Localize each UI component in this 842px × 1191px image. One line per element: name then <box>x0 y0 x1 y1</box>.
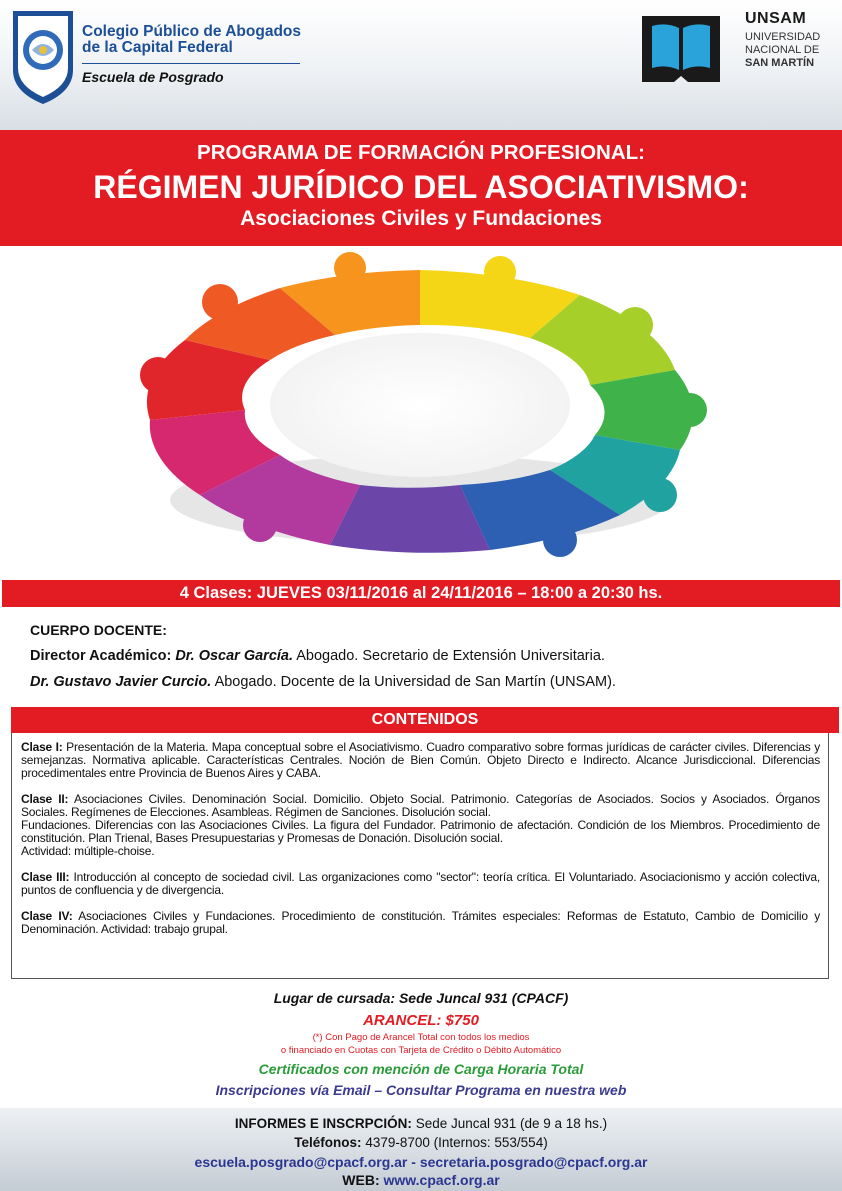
director-role: Director Académico: <box>30 648 172 664</box>
puzzle-ring-image <box>120 250 720 580</box>
faculty-director <box>30 648 820 664</box>
certificados: Certificados con mención de Carga Horaria Total <box>258 1061 584 1077</box>
clase-1-label: Clase I: <box>21 740 63 754</box>
clase-3-label: Clase III: <box>21 870 70 884</box>
title-band <box>0 130 842 246</box>
cpacf-shield-logo <box>10 8 76 106</box>
informes <box>0 1116 842 1131</box>
second-name: Dr. Gustavo Javier Curcio. <box>30 674 212 690</box>
informes-label: INFORMES E INSCRPCIÓN: <box>234 1116 412 1131</box>
lugar-cursada: Lugar de cursada: Sede Juncal 931 (CPACF) <box>273 990 569 1006</box>
arancel-note-2: o financiado en Cuotas con Tarjeta de Crédito o Débito Automático <box>280 1045 562 1056</box>
clase-2-text2: Fundaciones. Diferencias con las Asociaciones Civiles. La figura del Fundador. Patrimonio de afectación. Condición de los Miembros. Procedimiento de constitución. Plan Trienal, Bases Presupuestarias y Promesas de Donación. Disolución social. <box>21 818 820 845</box>
unsam-name <box>745 10 820 70</box>
header <box>0 0 842 130</box>
telefonos-label: Teléfonos: <box>294 1135 362 1150</box>
arancel-note-1: (*) Con Pago de Arancel Total con todos los medios <box>312 1032 530 1043</box>
unsam-line1: UNIVERSIDAD <box>745 31 821 43</box>
cpacf-name-line2: de la Capital Federal <box>82 39 233 56</box>
inscripciones: Inscripciones vía Email – Consultar Programa en nuestra web <box>215 1082 627 1098</box>
contents-heading: CONTENIDOS <box>11 707 839 733</box>
web-label: WEB: <box>342 1172 380 1188</box>
subtitle: Asociaciones Civiles y Fundaciones <box>240 207 602 230</box>
telefonos-value: 4379-8700 (Internos: 553/554) <box>365 1135 548 1150</box>
clase-4-label: Clase IV: <box>21 909 73 923</box>
faculty-section <box>30 622 820 690</box>
email-links[interactable]: escuela.posgrado@cpacf.org.ar - secretaria.posgrado@cpacf.org.ar <box>194 1154 648 1170</box>
web <box>0 1172 842 1188</box>
contact-band <box>0 1108 842 1191</box>
cpacf-divider <box>82 63 300 64</box>
clase-1 <box>21 741 820 780</box>
cpacf-name <box>82 24 301 56</box>
unsam-acronym: UNSAM <box>745 10 807 27</box>
unsam-line2: NACIONAL DE <box>745 44 820 56</box>
informes-value: Sede Juncal 931 (de 9 a 18 hs.) <box>415 1116 608 1131</box>
cpacf-name-line1: Colegio Público de Abogados <box>82 23 302 40</box>
clase-4-text: Asociaciones Civiles y Fundaciones. Procedimiento de constitución. Trámites especiales: Reformas de Estatuto, Cambio de Domicilio y Denominación. Actividad: trabajo grupal. <box>21 909 820 936</box>
clase-2 <box>21 793 820 858</box>
contents-box <box>11 733 829 979</box>
second-desc: Abogado. Docente de la Universidad de San Martín (UNSAM). <box>214 674 616 690</box>
schedule-band: 4 Clases: JUEVES 03/11/2016 al 24/11/2016 – 18:00 a 20:30 hs. <box>2 580 840 607</box>
unsam-line3: SAN MARTÍN <box>745 57 815 69</box>
program-title: PROGRAMA DE FORMACIÓN PROFESIONAL: <box>197 141 645 164</box>
director-desc: Abogado. Secretario de Extensión Universitaria. <box>296 648 605 664</box>
director-name: Dr. Oscar García. <box>175 648 294 664</box>
faculty-second <box>30 674 820 690</box>
arancel: ARANCEL: $750 <box>363 1012 479 1029</box>
clase-2-text: Asociaciones Civiles. Denominación Social. Domicilio. Objeto Social. Patrimonio. Categorías de Asociados. Socios y Asociados. Órganos Sociales. Regímenes de Elecciones. Asambleas. Régimen de Sanciones. Disolución social. <box>21 792 820 819</box>
clase-3-text: Introducción al concepto de sociedad civil. Las organizaciones como "sector": teoría crítica. El Voluntariado. Asociacionismo y acción colectiva, puntos de confluencia y de divergencia. <box>21 870 821 897</box>
clase-1-text: Presentación de la Materia. Mapa conceptual sobre el Asociativismo. Cuadro comparativo sobre formas jurídicas de carácter civiles. Diferencias y semejanzas. Normativa aplicable. Características Centrales. Noción de Bien Común. Objeto Directo e Indirecto. Alcance Jurisdiccional. Diferencias procedimentales entre Provincia de Buenos Aires y CABA. <box>21 740 820 780</box>
web-link[interactable]: www.cpacf.org.ar <box>383 1172 500 1188</box>
clase-3 <box>21 871 820 897</box>
telefonos <box>0 1135 842 1150</box>
cpacf-school: Escuela de Posgrado <box>82 69 224 85</box>
clase-2-label: Clase II: <box>21 792 69 806</box>
clase-2-text3: Actividad: múltiple-choise. <box>21 844 155 858</box>
unsam-book-logo <box>640 12 722 86</box>
main-title: RÉGIMEN JURÍDICO DEL ASOCIATIVISMO: <box>93 169 749 205</box>
clase-4 <box>21 910 820 936</box>
faculty-heading: CUERPO DOCENTE: <box>30 622 167 638</box>
